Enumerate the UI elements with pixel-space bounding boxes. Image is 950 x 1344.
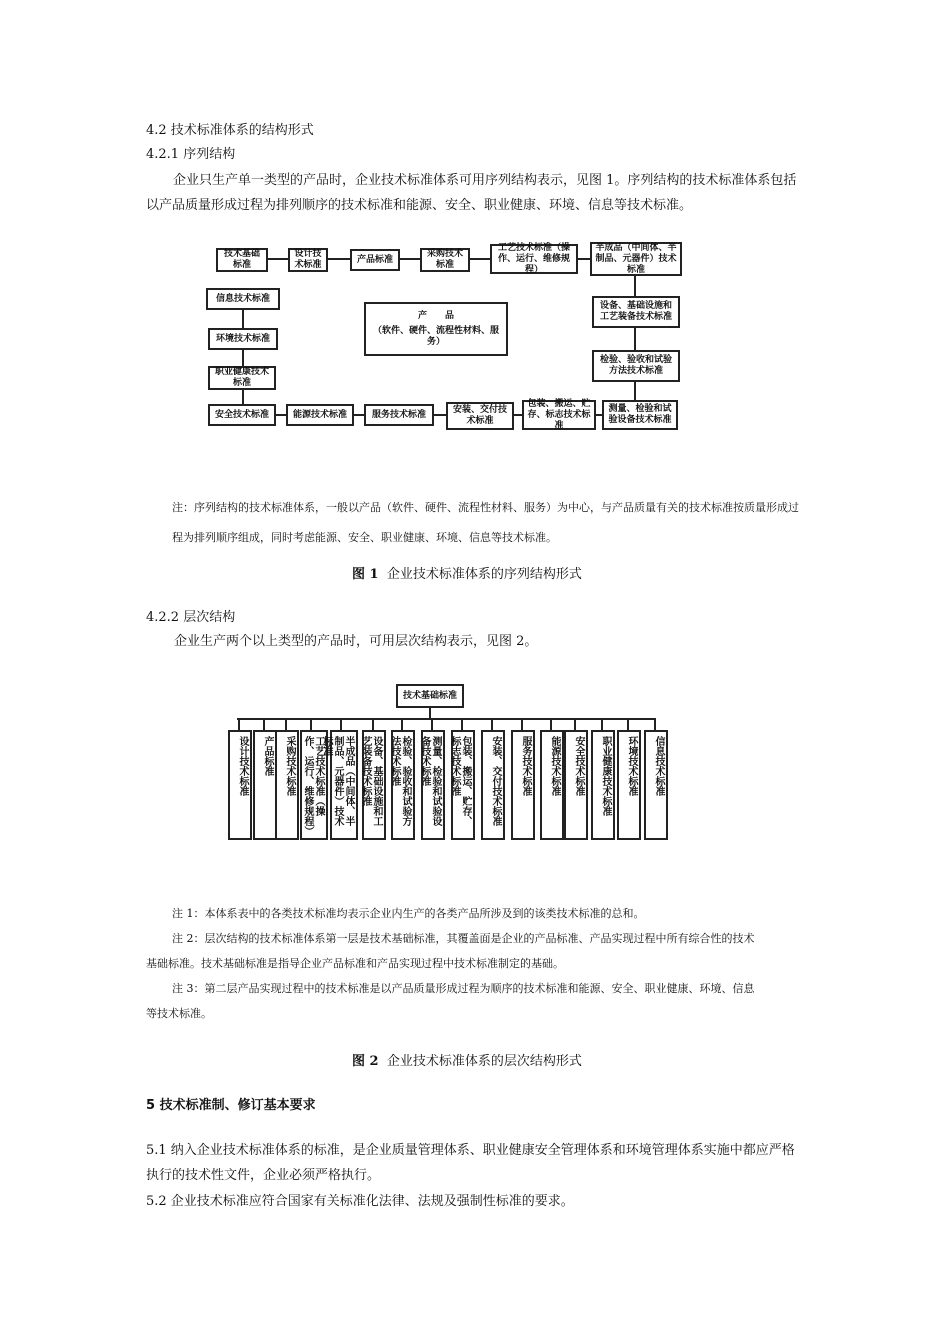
section-heading-4-2-1: 4.2.1 序列结构 [146, 147, 236, 162]
connector-line [461, 718, 463, 730]
connector-line [263, 718, 265, 730]
figure-2-caption [352, 1050, 582, 1069]
child-standard-box: 检验、验收和试验方法技术标准 [391, 730, 415, 840]
paragraph-hierarchy-structure: 企业生产两个以上类型的产品时，可用层次结构表示，见图 2。 [174, 634, 538, 649]
box-product-standard: 产品标准 [350, 249, 400, 271]
box-equipment-standard: 设备、基础设施和工艺装备技术标准 [592, 296, 680, 328]
child-standard-box: 设计技术标准 [228, 730, 252, 840]
section-heading-5: 5 技术标准制、修订基本要求 [146, 1098, 316, 1113]
box-environment-standard: 环境技术标准 [208, 328, 278, 350]
connector-line [491, 718, 493, 730]
connector-line [340, 718, 342, 730]
note-2-1: 注 1：本体系表中的各类技术标准均表示企业内生产的各类产品所涉及到的该类技术标准的总和。 [172, 907, 645, 920]
box-packaging-standard: 包装、搬运、贮存、标志技术标准 [522, 400, 596, 430]
connector-line [310, 718, 312, 730]
figure-1-title: 企业技术标准体系的序列结构形式 [386, 567, 582, 582]
child-standard-box: 半成品（中间体、半制品、元器件）技术标准 [330, 730, 358, 840]
section-heading-4-2: 4.2 技术标准体系的结构形式 [146, 123, 314, 138]
box-inspection-method-standard: 检验、验收和试验方法技术标准 [592, 350, 680, 382]
product-center-title: 产 品 [417, 310, 454, 321]
box-occupational-health-standard: 职业健康技术标准 [208, 366, 276, 390]
child-standard-box: 能源技术标准 [540, 730, 564, 840]
child-standard-box: 信息技术标准 [644, 730, 668, 840]
box-service-standard: 服务技术标准 [364, 404, 434, 426]
box-installation-standard: 安装、交付技术标准 [446, 402, 514, 430]
child-standard-box: 设备、基础设施和工艺装备技术标准 [362, 730, 386, 840]
child-standard-box: 工艺技术标准（操作、运行、维修规程） [300, 730, 328, 840]
connector-line [372, 718, 374, 730]
connector-line [401, 718, 403, 730]
product-center-subtitle: （软件、硬件、流程性材料、服务） [372, 325, 499, 347]
box-information-standard: 信息技术标准 [206, 288, 280, 310]
section-heading-4-2-2: 4.2.2 层次结构 [146, 610, 236, 625]
note-figure-1-text: 注：序列结构的技术标准体系，一般以产品（软件、硬件、流程性材料、服务）为中心，与产品质量有关的技术标准按质量形成过程为排列顺序组成，同时考虑能源、安全、职业健康、环境、信息等技术标准。 [172, 501, 799, 544]
child-standard-box: 测量、检验和试验设备技术标准 [421, 730, 445, 840]
paragraph-sequence-structure: 企业只生产单一类型的产品时，企业技术标准体系可用序列结构表示，见图 1。序列结构的技术标准体系包括以产品质量形成过程为排列顺序的技术标准和能源、安全、职业健康、环境、信息等技术标准。 [146, 173, 797, 213]
connector-line [285, 718, 287, 730]
box-root-basic-standard: 技术基础标准 [396, 684, 464, 708]
connector-line [574, 718, 576, 730]
note-2-3-line-2: 等技术标准。 [146, 1007, 212, 1020]
child-standard-box: 环境技术标准 [617, 730, 641, 840]
note-2-3-line-1: 注 3：第二层产品实现过程中的技术标准是以产品质量形成过程为顺序的技术标准和能源、安全、职业健康、环境、信息 [172, 982, 755, 995]
figure-2-title: 企业技术标准体系的层次结构形式 [386, 1054, 582, 1069]
figure-2-number: 图 2 [352, 1054, 379, 1069]
connector-line [627, 718, 629, 730]
child-standard-box: 职业健康技术标准 [591, 730, 615, 840]
child-standard-box: 安全技术标准 [564, 730, 588, 840]
child-standard-box: 服务技术标准 [511, 730, 535, 840]
box-design-standard: 设计技术标准 [288, 248, 328, 272]
connector-line [601, 718, 603, 730]
connector-line [431, 718, 433, 730]
box-process-standard: 工艺技术标准（操作、运行、维修规程） [490, 244, 578, 274]
box-basic-technical-standard: 技术基础标准 [216, 248, 268, 272]
child-standard-box: 安装、交付技术标准 [481, 730, 505, 840]
paragraph-5-2: 5.2 企业技术标准应符合国家有关标准化法律、法规及强制性标准的要求。 [146, 1194, 574, 1209]
note-2-2-line-1: 注 2：层次结构的技术标准体系第一层是技术基础标准，其覆盖面是企业的产品标准、产品实现过程中所有综合性的技术 [172, 932, 755, 945]
connector-line [238, 718, 240, 730]
box-measurement-equipment-standard: 测量、检验和试验设备技术标准 [602, 400, 678, 430]
figure-1-number: 图 1 [352, 567, 379, 582]
note-2-2-line-2: 基础标准。技术基础标准是指导企业产品标准和产品实现过程中技术标准制定的基础。 [146, 957, 564, 970]
connector-line [521, 718, 523, 730]
child-standard-box: 采购技术标准 [275, 730, 299, 840]
box-semi-product-standard: 半成品（中间体、半制品、元器件）技术标准 [590, 242, 682, 276]
child-standard-box: 包装、搬运、贮存、标志技术标准 [451, 730, 475, 840]
connector-line [654, 718, 656, 730]
child-standard-box: 产品标准 [253, 730, 277, 840]
box-safety-standard: 安全技术标准 [208, 404, 276, 426]
paragraph-5-1: 5.1 纳入企业技术标准体系的标准，是企业质量管理体系、职业健康安全管理体系和环境管理体系实施中都应严格执行的技术性文件，企业必须严格执行。 [146, 1143, 795, 1183]
box-procurement-standard: 采购技术标准 [420, 248, 470, 272]
box-energy-standard: 能源技术标准 [286, 404, 354, 426]
connector-line [550, 718, 552, 730]
